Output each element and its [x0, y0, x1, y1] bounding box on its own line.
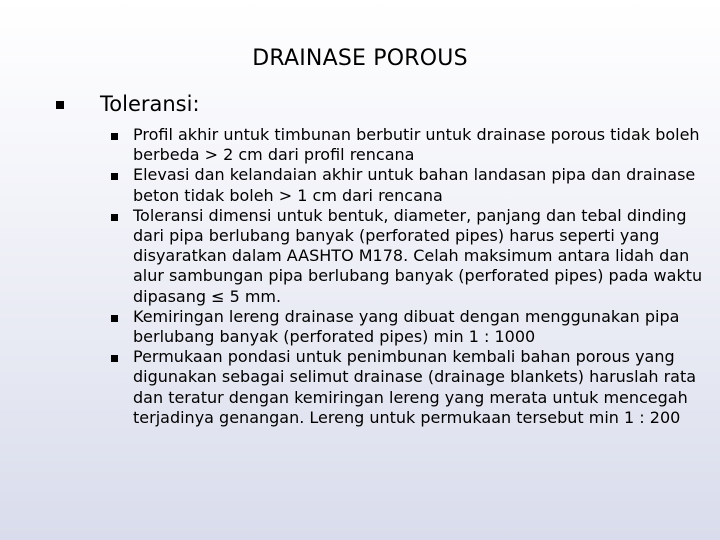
slide-title: DRAINASE POROUS: [252, 46, 468, 71]
list-item: [111, 206, 711, 307]
tolerance-list: [111, 125, 711, 428]
square-bullet-icon: [111, 214, 118, 221]
list-item-text: Kemiringan lereng drainase yang dibuat dengan menggunakan pipa berlubang banyak (perforated pipes) min 1 : 1000: [133, 306, 680, 347]
square-bullet-icon: [111, 173, 118, 180]
list-item-text: Toleransi dimensi untuk bentuk, diameter, panjang dan tebal dinding dari pipa berlubang banyak (perforated pipes) harus seperti yang disyaratkan dalam AASHTO M178. Celah maksimum antara lidah dan alur sambungan pipa berlubang banyak (perforated pipes) pada waktu dipasang ≤ 5 mm.: [133, 205, 703, 306]
list-item: [111, 307, 711, 347]
square-bullet-icon: [111, 315, 118, 322]
section-bullet: [56, 92, 200, 116]
square-bullet-icon: [111, 133, 118, 140]
list-item: [111, 347, 711, 428]
list-item-text: Permukaan pondasi untuk penimbunan kembali bahan porous yang digunakan sebagai selimut drainase (drainage blankets) haruslah rata dan teratur dengan kemiringan lereng yang merata untuk mencegah terjadinya genangan. Lereng untuk permukaan tersebut min 1 : 200: [133, 347, 697, 427]
list-item-text: Elevasi dan kelandaian akhir untuk bahan landasan pipa dan drainase beton tidak boleh > 1 cm dari rencana: [133, 165, 696, 205]
list-item: [111, 165, 711, 205]
square-bullet-icon: [56, 101, 64, 109]
list-item-text: Profil akhir untuk timbunan berbutir untuk drainase porous tidak boleh berbeda > 2 cm dari profil rencana: [133, 125, 700, 165]
square-bullet-icon: [111, 355, 118, 362]
list-item: [111, 125, 711, 165]
section-heading: Toleransi:: [100, 92, 200, 116]
